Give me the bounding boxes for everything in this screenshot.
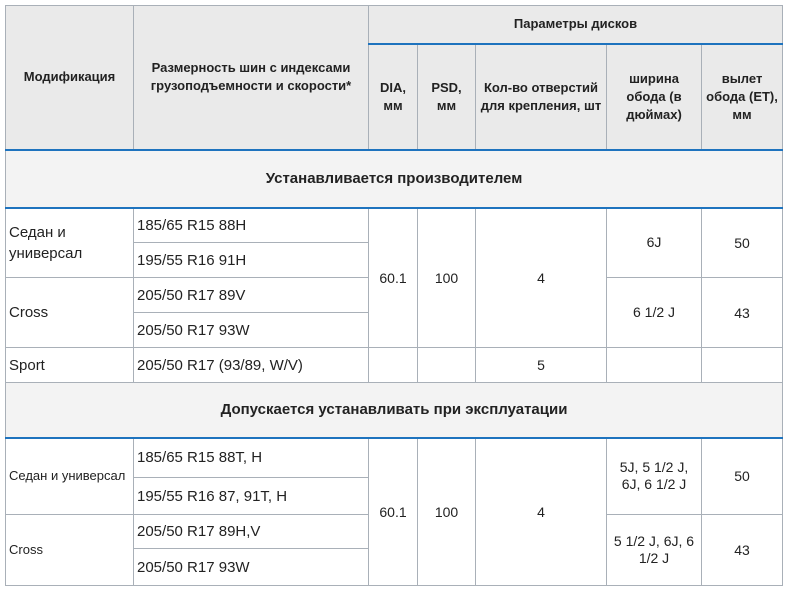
dia-value: 60.1: [369, 438, 418, 586]
dia-value: 60.1: [369, 208, 418, 348]
rim-width-empty: [607, 348, 702, 383]
header-modification: Модификация: [6, 6, 134, 150]
modification-sedan: Седан и универсал: [6, 438, 134, 515]
rim-width-value: 5J, 5 1/2 J, 6J, 6 1/2 J: [607, 438, 702, 515]
header-offset: вылет обода (ET), мм: [702, 44, 783, 150]
offset-value: 50: [702, 208, 783, 278]
rim-width-value: 6 1/2 J: [607, 278, 702, 348]
psd-empty: [418, 348, 476, 383]
rim-width-value: 6J: [607, 208, 702, 278]
modification-cross: Cross: [6, 515, 134, 586]
tire-size-cell: 205/50 R17 93W: [134, 313, 369, 348]
header-tire-size: Размерность шин с индексами грузоподъемности и скорости*: [134, 6, 369, 150]
tire-size-cell: 205/50 R17 93W: [134, 549, 369, 586]
modification-sedan: Седан и универсал: [6, 208, 134, 278]
tire-size-cell: 195/55 R16 87, 91T, H: [134, 478, 369, 515]
tire-disk-spec-table: [5, 5, 783, 586]
offset-value: 43: [702, 515, 783, 586]
rim-width-value: 5 1/2 J, 6J, 6 1/2 J: [607, 515, 702, 586]
tire-size-cell: 205/50 R17 89V: [134, 278, 369, 313]
modification-sport: Sport: [6, 348, 134, 383]
tire-size-cell: 205/50 R17 89H,V: [134, 515, 369, 549]
tire-size-cell: 185/65 R15 88T, H: [134, 438, 369, 478]
header-rim-width: ширина обода (в дюймах): [607, 44, 702, 150]
psd-value: 100: [418, 208, 476, 348]
psd-value: 100: [418, 438, 476, 586]
offset-value: 50: [702, 438, 783, 515]
offset-value: 43: [702, 278, 783, 348]
dia-empty: [369, 348, 418, 383]
tire-size-cell: 205/50 R17 (93/89, W/V): [134, 348, 369, 383]
section-title-allowed: Допускается устанавливать при эксплуатации: [6, 383, 783, 438]
tire-size-cell: 185/65 R15 88H: [134, 208, 369, 243]
bolt-count-value: 5: [476, 348, 607, 383]
section-title-factory: Устанавливается производителем: [6, 150, 783, 208]
offset-empty: [702, 348, 783, 383]
header-bolt-count: Кол-во отверстий для крепления, шт: [476, 44, 607, 150]
header-psd: PSD, мм: [418, 44, 476, 150]
header-dia: DIA, мм: [369, 44, 418, 150]
bolt-count-value: 4: [476, 438, 607, 586]
tire-size-cell: 195/55 R16 91H: [134, 243, 369, 278]
header-disk-params: Параметры дисков: [369, 6, 783, 44]
modification-cross: Cross: [6, 278, 134, 348]
bolt-count-value: 4: [476, 208, 607, 348]
